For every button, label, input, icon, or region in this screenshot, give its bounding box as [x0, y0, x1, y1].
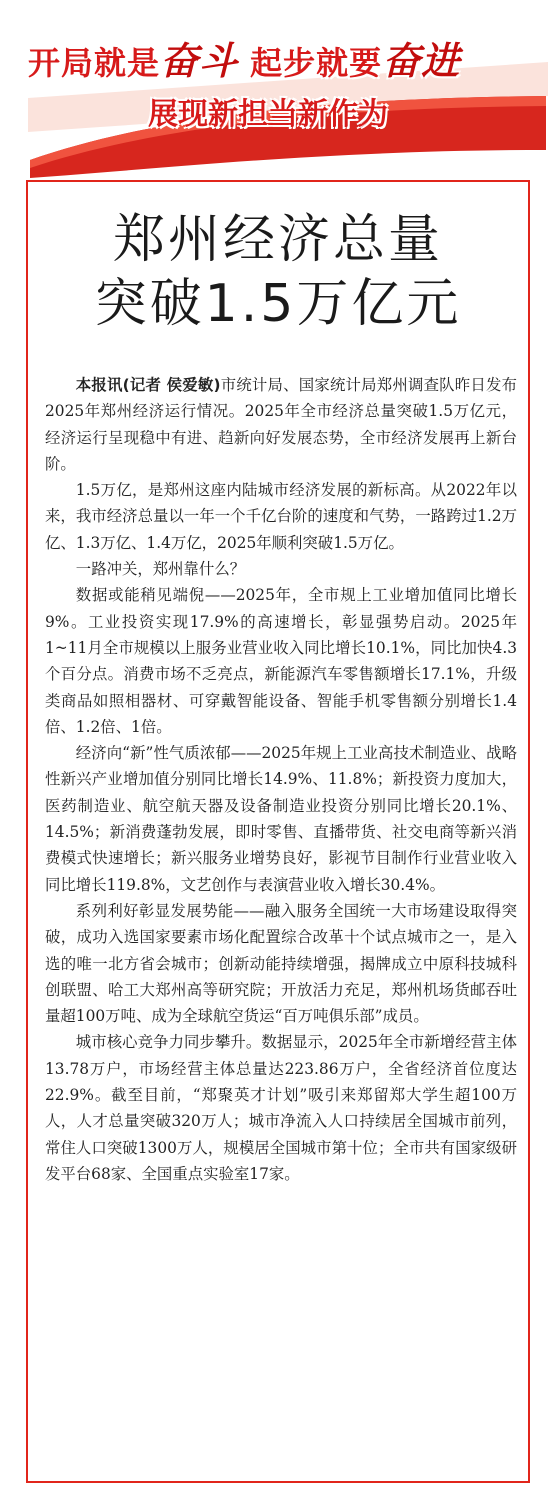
paragraph-text: 市统计局、国家统计局郑州调查队昨日发布2025年郑州经济运行情况。2025年全市经济总量突破1.5万亿元，经济运行呈现稳中有进、趋新向好发展态势，全市经济发展再上新台阶。 [45, 376, 517, 473]
article-paragraph: 经济向“新”性气质浓郁——2025年规上工业高技术制造业、战略性新兴产业增加值分别同比增长14.9%、11.8%；新投资力度加大，医药制造业、航空航天器及设备制造业投资分别同比增长20.1%、14.5%；新消费蓬勃发展，即时零售、直播带货、社交电商等新兴消费模式快速增长；新兴服务业增势良好，影视节目制作行业营业收入同比增长119.8%，文艺创作与表演营业收入增长30.4%。 [45, 744, 517, 894]
headline [30, 208, 526, 336]
banner-slogan-line2: 展现新担当新作为 [148, 97, 388, 132]
banner-slogan-part2: 起步就要 [250, 44, 383, 82]
article-body [45, 372, 517, 1187]
article-paragraph: 1.5万亿，是郑州这座内陆城市经济发展的新标高。从2022年以来，我市经济总量以一年一个千亿台阶的速度和气势，一路跨过1.2万亿、1.3万亿、1.4万亿，2025年顺利突破1.5万亿。 [45, 481, 517, 552]
byline: 本报讯(记者 侯爱敏) [75, 376, 221, 394]
banner-slogan-part1: 开局就是 [28, 44, 161, 82]
article-paragraph: 一路冲关，郑州靠什么？ [75, 560, 246, 579]
article-paragraph: 城市核心竞争力同步攀升。数据显示，2025年全市新增经营主体13.78万户，市场经营主体总量达223.86万户，全省经济首位度达22.9%。截至目前，“郑聚英才计划”吸引来郑留郑大学生超100万人，人才总量突破320万人；城市净流入人口持续居全国城市前列，常住人口突破1300万人，规模居全国城市第十位；全市共有国家级研发平台68家、全国重点实验室17家。 [45, 1033, 517, 1183]
banner-slogan-line1 [28, 38, 548, 84]
article-paragraph [45, 372, 517, 477]
headline-line1: 郑州经济总量 [112, 210, 443, 270]
banner-highlight-2: 奋进 [382, 38, 461, 83]
headline-line2: 突破1.5万亿元 [94, 274, 462, 334]
article-paragraph: 数据或能稍见端倪——2025年，全市规上工业增加值同比增长9%。工业投资实现17.9%的高速增长，彰显强势启动。2025年1~11月全市规模以上服务业营业收入同比增长10.1%，同比加快4.3个百分点。消费市场不乏亮点，新能源汽车零售额增长17.1%，升级类商品如照相器材、可穿戴智能设备、智能手机零售额分别增长1.4倍、1.2倍、1倍。 [45, 586, 517, 736]
banner-highlight-1: 奋斗 [160, 38, 239, 83]
banner-graphic [0, 0, 556, 180]
article-paragraph: 系列利好彰显发展势能——融入服务全国统一大市场建设取得突破，成功入选国家要素市场化配置综合改革十个试点城市之一，是入选的唯一北方省会城市；创新动能持续增强，揭牌成立中原科技城科创联盟、哈工大郑州高等研究院；开放活力充足，郑州机场货邮吞吐量超100万吨、成为全球航空货运“百万吨俱乐部”成员。 [45, 901, 517, 1026]
